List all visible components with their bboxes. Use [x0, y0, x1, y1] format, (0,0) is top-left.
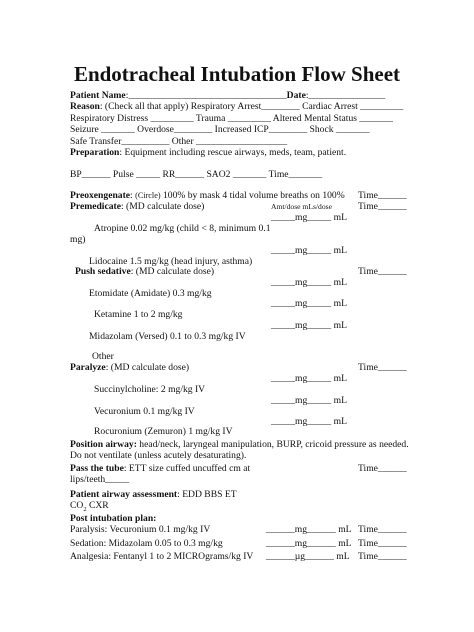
- lips-teeth-field[interactable]: lips/teeth_____: [70, 474, 130, 485]
- lidocaine-dose-field[interactable]: _____mg_____ mL: [271, 245, 347, 256]
- vitals-row[interactable]: BP______ Pulse _____ RR______ SAO2 _______ Time_______: [70, 169, 323, 180]
- assessment-label: Patient airway assessment: [70, 489, 178, 500]
- push-sedative-time[interactable]: Time______: [358, 266, 407, 277]
- reason-label: Reason: [70, 101, 100, 112]
- vecuronium-dose-field[interactable]: _____mg_____ mL: [271, 395, 347, 406]
- succinylcholine-label: Succinylcholine: 2 mg/kg IV: [94, 384, 206, 395]
- patient-name-field[interactable]: :_________________________________: [125, 90, 287, 101]
- push-sedative-row: Push sedative: (MD calculate dose): [75, 266, 215, 277]
- preoxygenate-time[interactable]: Time______: [358, 190, 407, 201]
- atropine-line-1: Atropine 0.02 mg/kg (child < 8, minimum 0.1: [94, 223, 271, 234]
- post-paralysis-dose-field[interactable]: ______mg______ mL: [266, 524, 352, 535]
- reason-line-3: Seizure _______ Overdose________ Increased ICP________ Shock _______: [70, 124, 370, 135]
- premedicate-row: Premedicate: (MD calculate dose): [70, 201, 205, 212]
- ketamine-label: Ketamine 1 to 2 mg/kg: [94, 309, 183, 320]
- lidocaine-label: Lidocaine 1.5 mg/kg (head injury, asthma): [89, 256, 253, 267]
- post-paralysis-label: Paralysis: Vecuronium 0.1 mg/kg IV: [70, 524, 211, 535]
- etomidate-label: Etomidate (Amidate) 0.3 mg/kg: [89, 288, 212, 299]
- atropine-dose-field[interactable]: _____mg_____ mL: [271, 212, 347, 223]
- premedicate-time[interactable]: Time______: [358, 201, 407, 212]
- midazolam-dose-field[interactable]: _____mg_____ mL: [271, 320, 347, 331]
- preoxygenate-row: Preoxengenate: (Circle) 100% by mask 4 tidal volume breaths on 100%: [70, 190, 345, 201]
- ketamine-dose-field[interactable]: _____mg_____ mL: [271, 298, 347, 309]
- position-airway-line-2: Do not ventilate (unless acutely desaturating).: [70, 450, 247, 461]
- pass-tube-label: Pass the tube: [70, 463, 124, 474]
- page-title: Endotracheal Intubation Flow Sheet: [73, 62, 401, 86]
- post-analgesia-dose-field[interactable]: ______µg______ mL: [266, 551, 350, 562]
- push-sedative-label: Push sedative: [75, 266, 131, 277]
- reason-line-4: Safe Transfer__________ Other ___________________: [70, 136, 288, 147]
- preparation-row: Preparation: Equipment including rescue airways, meds, team, patient.: [70, 147, 347, 158]
- circle-note: (Circle): [135, 191, 161, 200]
- premedicate-label: Premedicate: [70, 201, 121, 212]
- position-airway-row: Position airway: head/neck, laryngeal manipulation, BURP, cricoid pressure as needed.: [70, 439, 409, 450]
- dose-column-header: Amt/dose mLs/dose: [271, 202, 332, 211]
- assessment-line-2: $CO_2$ CXR: [70, 500, 109, 513]
- post-sedation-dose-field[interactable]: ______mg______ mL: [266, 538, 352, 549]
- date-field[interactable]: :________________: [305, 90, 386, 101]
- paralyze-row: Paralyze: (MD calculate dose): [70, 362, 190, 373]
- date-label: Date: [286, 90, 306, 101]
- atropine-line-2: mg): [70, 234, 86, 245]
- paralyze-time[interactable]: Time______: [358, 362, 407, 373]
- preoxygenate-label: Preoxengenate: [70, 190, 131, 201]
- patient-name-row: [70, 90, 385, 101]
- paralyze-label: Paralyze: [70, 362, 106, 373]
- post-paralysis-time[interactable]: Time______: [358, 524, 407, 535]
- other-sedative-label: Other: [92, 351, 114, 362]
- pass-tube-time[interactable]: Time______: [358, 463, 407, 474]
- post-sedation-label: Sedation: Midazolam 0.05 to 0.3 mg/kg: [70, 538, 223, 549]
- reason-line-1: Reason: (Check all that apply) Respiratory Arrest________ Cardiac Arrest _________: [70, 101, 404, 112]
- pass-tube-row: Pass the tube: ETT size cuffed uncuffed cm at: [70, 463, 251, 474]
- preparation-label: Preparation: [70, 147, 120, 158]
- post-plan-label: Post intubation plan:: [70, 513, 157, 524]
- rocuronium-dose-field[interactable]: _____mg_____ mL: [271, 416, 347, 427]
- assessment-row: Patient airway assessment: EDD BBS ET: [70, 489, 237, 500]
- reason-line-2: Respiratory Distress _________ Trauma _________ Altered Mental Status _______: [70, 113, 393, 124]
- succinylcholine-dose-field[interactable]: _____mg_____ mL: [271, 373, 347, 384]
- position-airway-label: Position airway:: [70, 439, 137, 450]
- post-analgesia-label: Analgesia: Fentanyl 1 to 2 MICROgrams/kg IV: [70, 551, 254, 562]
- patient-name-label: Patient Name: [70, 90, 126, 101]
- rocuronium-label: Rocuronium (Zemuron) 1 mg/kg IV: [94, 426, 233, 437]
- vecuronium-label: Vecuronium 0.1 mg/kg IV: [94, 406, 195, 417]
- post-sedation-time[interactable]: Time______: [358, 538, 407, 549]
- midazolam-label: Midazolam (Versed) 0.1 to 0.3 mg/kg IV: [89, 331, 246, 342]
- post-analgesia-time[interactable]: Time______: [358, 551, 407, 562]
- etomidate-dose-field[interactable]: _____mg_____ mL: [271, 277, 347, 288]
